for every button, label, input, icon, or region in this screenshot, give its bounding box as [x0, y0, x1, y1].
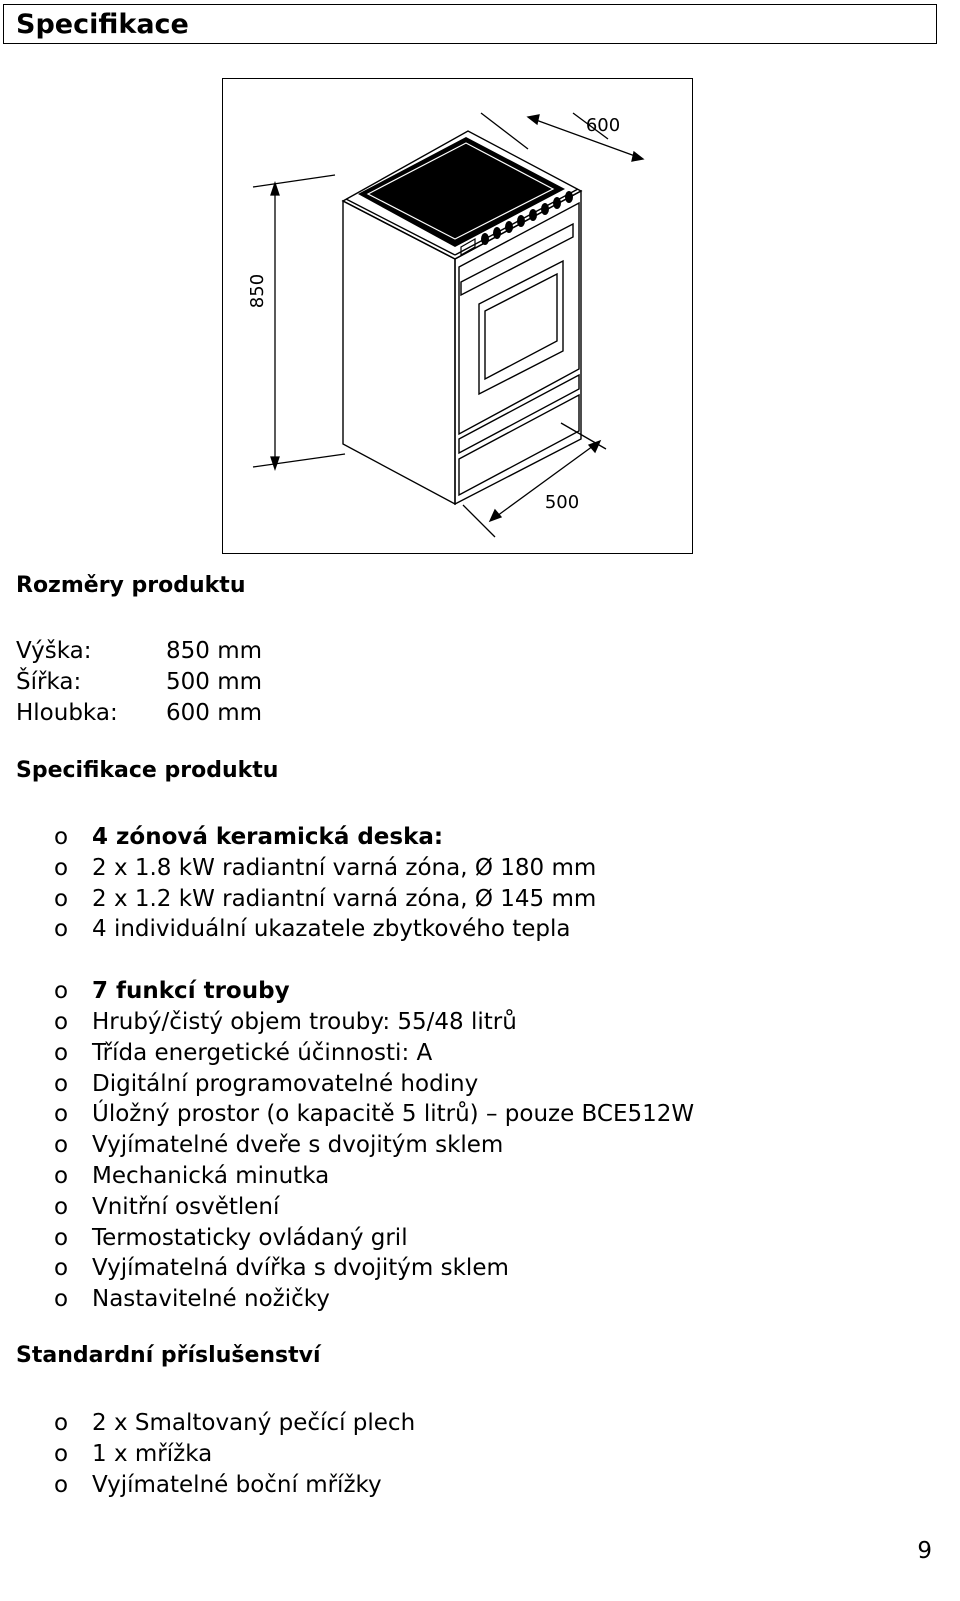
bullet: o	[54, 1039, 69, 1066]
specs-heading: Specifikace produktu	[16, 758, 279, 783]
dimension-value: 500 mm	[166, 669, 263, 695]
dimension-label: Hloubka:	[16, 700, 118, 726]
list-item: o Vyjímatelné boční mřížky	[54, 1470, 415, 1501]
page-title: Specifikace	[16, 9, 189, 40]
list-item: o 4 zónová keramická deska:	[54, 822, 694, 853]
dimension-label: Šířka:	[16, 669, 82, 695]
page-title-box	[3, 4, 937, 44]
list-item: o Termostaticky ovládaný gril	[54, 1223, 694, 1254]
page-number: 9	[917, 1538, 932, 1564]
dimension-value: 850 mm	[166, 638, 263, 664]
list-item: o 4 individuální ukazatele zbytkového tepla	[54, 914, 694, 945]
bullet: o	[54, 1193, 69, 1220]
list-item: o Třída energetické účinnosti: A	[54, 1038, 694, 1069]
bullet: o	[54, 1224, 69, 1251]
list-item: o 7 funkcí trouby	[54, 976, 694, 1007]
list-item: o 2 x Smaltovaný pečící plech	[54, 1408, 415, 1439]
accessories-heading: Standardní příslušenství	[16, 1343, 321, 1368]
bullet: o	[54, 1101, 69, 1128]
bullet: o	[54, 1162, 69, 1189]
list-item: o Digitální programovatelné hodiny	[54, 1069, 694, 1100]
depth-dimension-label: 600	[585, 115, 621, 136]
product-dimension-drawing	[222, 78, 693, 554]
dimension-row-depth	[16, 698, 262, 729]
bullet: o	[54, 824, 69, 850]
bullet: o	[54, 1008, 69, 1035]
list-item: o Vyjímatelné dveře s dvojitým sklem	[54, 1130, 694, 1161]
bullet: o	[54, 1410, 69, 1436]
height-dimension-label: 850	[247, 273, 268, 309]
dimension-row-height	[16, 636, 262, 667]
dimension-label: Výška:	[16, 638, 92, 664]
bullet: o	[54, 1471, 69, 1498]
bullet: o	[54, 916, 69, 943]
dimension-row-width	[16, 667, 262, 698]
list-item: o Mechanická minutka	[54, 1161, 694, 1192]
list-item: o Hrubý/čistý objem trouby: 55/48 litrů	[54, 1007, 694, 1038]
bullet: o	[54, 1070, 69, 1097]
bullet: o	[54, 1440, 69, 1467]
dimensions-heading: Rozměry produktu	[16, 573, 246, 598]
dimension-value: 600 mm	[166, 700, 263, 726]
bullet: o	[54, 1132, 69, 1159]
list-item: o Úložný prostor (o kapacitě 5 litrů) – pouze BCE512W	[54, 1099, 694, 1130]
list-item: o Vnitřní osvětlení	[54, 1192, 694, 1223]
list-item: o 2 x 1.2 kW radiantní varná zóna, Ø 145 mm	[54, 884, 694, 915]
width-dimension-label: 500	[544, 492, 580, 513]
bullet: o	[54, 885, 69, 912]
cooker-illustration	[223, 79, 694, 555]
list-item: o Vyjímatelná dvířka s dvojitým sklem	[54, 1253, 694, 1284]
bullet: o	[54, 978, 69, 1005]
bullet: o	[54, 854, 69, 881]
bullet: o	[54, 1286, 69, 1313]
accessories-list	[54, 1408, 415, 1500]
list-item: o 1 x mřížka	[54, 1439, 415, 1470]
list-item: o Nastavitelné nožičky	[54, 1284, 694, 1315]
specs-list	[54, 822, 694, 1315]
bullet: o	[54, 1255, 69, 1282]
list-item: o 2 x 1.8 kW radiantní varná zóna, Ø 180 mm	[54, 853, 694, 884]
dimensions-table	[16, 636, 262, 729]
